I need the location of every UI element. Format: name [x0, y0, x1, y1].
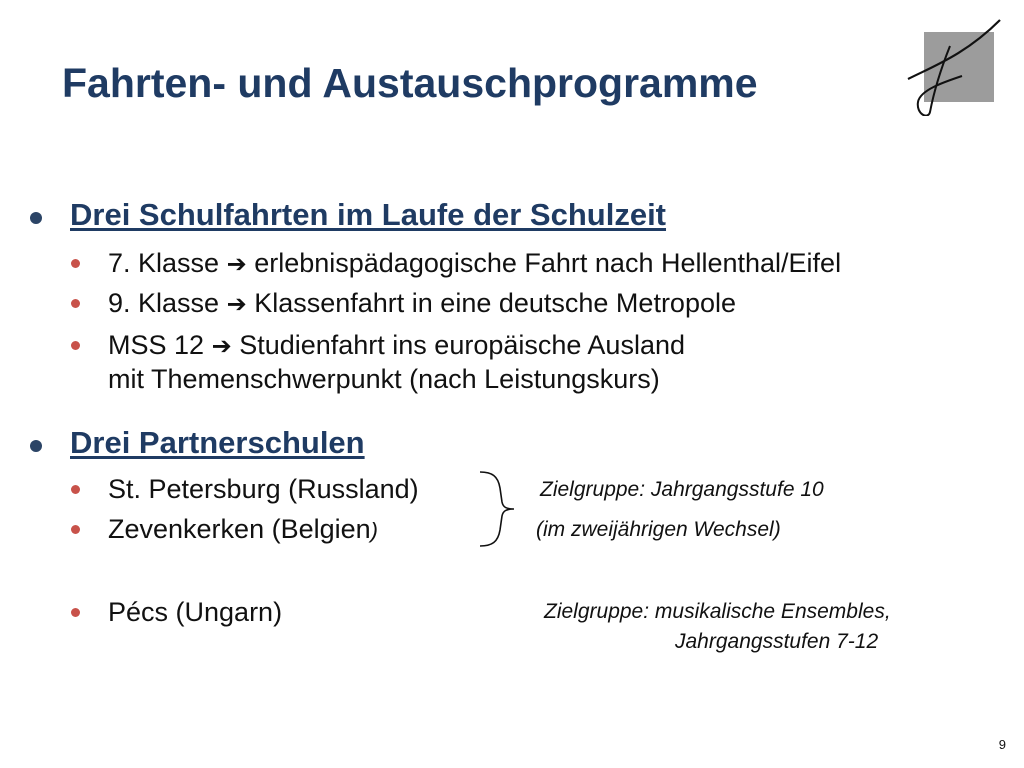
list-item-continuation: mit Themenschwerpunkt (nach Leistungskurs) [108, 364, 660, 394]
partner-school-item [108, 595, 282, 629]
slide-title: Fahrten- und Austauschprogramme [62, 60, 758, 106]
page-number: 9 [998, 737, 1006, 752]
item-right: Klassenfahrt in eine deutsche Metropole [254, 288, 736, 318]
arrow-right-icon: ➔ [226, 250, 247, 278]
partner-school-item [108, 472, 419, 506]
signature-logo-icon [904, 16, 1004, 116]
partner-school-label: Zevenkerken (Belgien [108, 514, 371, 544]
section-bullet [30, 212, 42, 224]
section-bullet [30, 440, 42, 452]
item-right: Studienfahrt ins europäische Ausland [239, 330, 685, 360]
list-bullet [71, 608, 80, 617]
list-bullet [71, 485, 80, 494]
curly-brace-icon [478, 470, 518, 548]
exchange-frequency-note: (im zweijährigen Wechsel) [536, 518, 781, 541]
partner-school-item [108, 512, 378, 548]
list-bullet [71, 525, 80, 534]
list-bullet [71, 341, 80, 350]
partner-school-label: Pécs (Ungarn) [108, 597, 283, 627]
partner-school-suffix: ) [370, 518, 378, 543]
target-group-note-continuation: Jahrgangsstufen 7-12 [675, 630, 879, 653]
partner-school-label: St. Petersburg (Russland) [108, 474, 419, 504]
list-bullet [71, 299, 80, 308]
item-left: MSS 12 [108, 330, 205, 360]
item-right: erlebnispädagogische Fahrt nach Hellenthal/Eifel [254, 248, 842, 278]
target-group-note: Zielgruppe: musikalische Ensembles, [544, 600, 891, 623]
item-left: 9. Klasse [108, 288, 220, 318]
section-heading-partnerschulen: Drei Partnerschulen [70, 425, 365, 460]
list-bullet [71, 259, 80, 268]
section-heading-schulfahrten: Drei Schulfahrten im Laufe der Schulzeit [70, 197, 667, 232]
item-left: 7. Klasse [108, 248, 220, 278]
list-item [108, 246, 841, 281]
arrow-right-icon: ➔ [226, 290, 247, 318]
list-item [108, 286, 736, 321]
target-group-note: Zielgruppe: Jahrgangsstufe 10 [540, 478, 824, 501]
arrow-right-icon: ➔ [211, 332, 232, 360]
list-item [108, 328, 685, 363]
